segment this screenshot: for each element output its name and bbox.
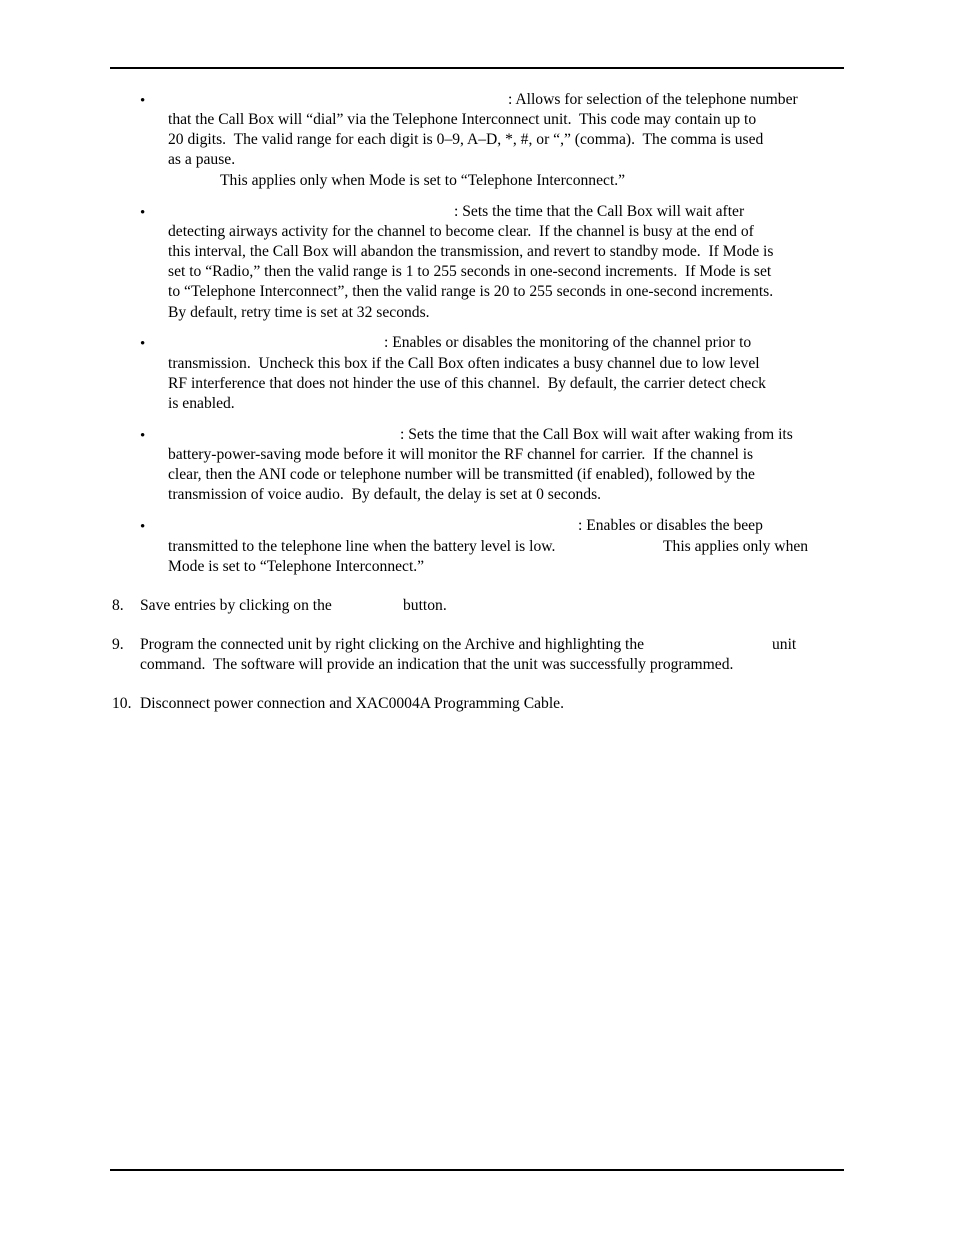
step-8-text-end: button. — [403, 597, 447, 614]
bullet-2-line-5: to “Telephone Interconnect”, then the valid range is 20 to 255 seconds in one-second increments. — [168, 283, 774, 300]
bullet-5-line-3: Mode is set to “Telephone Interconnect.” — [168, 558, 425, 575]
bullet-3-line-3: RF interference that does not hinder the use of this channel. By default, the carrier detect check — [168, 375, 766, 392]
bullet-4-line-4: transmission of voice audio. By default, the delay is set at 0 seconds. — [168, 486, 602, 503]
bullet-4-line-1: : Sets the time that the Call Box will wait after waking from its — [400, 426, 793, 443]
bullet-4-line-2: battery-power-saving mode before it will monitor the RF channel for carrier. If the channel is — [168, 446, 754, 463]
footer-rule — [110, 1169, 844, 1171]
step-9-text-2: command. The software will provide an indication that the unit was successfully programmed. — [140, 656, 734, 673]
header-rule — [110, 67, 844, 69]
bullet-3-line-2: transmission. Uncheck this box if the Call Box often indicates a busy channel due to low level — [168, 355, 760, 372]
bullet-marker: • — [140, 205, 146, 221]
step-number: 9. — [112, 636, 124, 653]
bullet-5-line-1: : Enables or disables the beep — [578, 517, 763, 534]
bullet-2-line-6: By default, retry time is set at 32 seconds. — [168, 304, 430, 321]
bullet-marker: • — [140, 93, 146, 109]
bullet-1-line-4: as a pause. — [168, 151, 236, 168]
bullet-1-line-3: 20 digits. The valid range for each digit is 0–9, A–D, *, #, or “,” (comma). The comma is used — [168, 131, 764, 148]
step-9-text: Program the connected unit by right clicking on the Archive and highlighting the — [140, 636, 645, 653]
bullet-3-line-4: is enabled. — [168, 395, 235, 412]
bullet-3-line-1: : Enables or disables the monitoring of the channel prior to — [384, 334, 752, 351]
step-8-text: Save entries by clicking on the — [140, 597, 332, 614]
bullet-5-line-2: transmitted to the telephone line when the battery level is low. — [168, 538, 556, 555]
bullet-1-note: This applies only when Mode is set to “Telephone Interconnect.” — [220, 172, 626, 189]
bullet-2-line-2: detecting airways activity for the channel to become clear. If the channel is busy at the end of — [168, 223, 754, 240]
bullet-1-line-1: : Allows for selection of the telephone number — [508, 91, 798, 108]
step-number: 10. — [112, 695, 132, 712]
bullet-5-note: This applies only when — [663, 538, 809, 555]
bullet-marker: • — [140, 428, 146, 444]
bullet-marker: • — [140, 336, 146, 352]
bullet-2-line-1: : Sets the time that the Call Box will wait after — [454, 203, 745, 220]
step-number: 8. — [112, 597, 124, 614]
step-9-text-unit: unit — [772, 636, 797, 653]
bullet-2-line-4: set to “Radio,” then the valid range is 1 to 255 seconds in one-second increments. If Mode is set — [168, 263, 772, 280]
bullet-1-line-2: that the Call Box will “dial” via the Telephone Interconnect unit. This code may contain up to — [168, 111, 757, 128]
step-10-text: Disconnect power connection and XAC0004A Programming Cable. — [140, 695, 564, 712]
bullet-marker: • — [140, 519, 146, 535]
bullet-2-line-3: this interval, the Call Box will abandon the transmission, and revert to standby mode. If Mode is — [168, 243, 774, 260]
bullet-4-line-3: clear, then the ANI code or telephone number will be transmitted (if enabled), followed by the — [168, 466, 755, 483]
